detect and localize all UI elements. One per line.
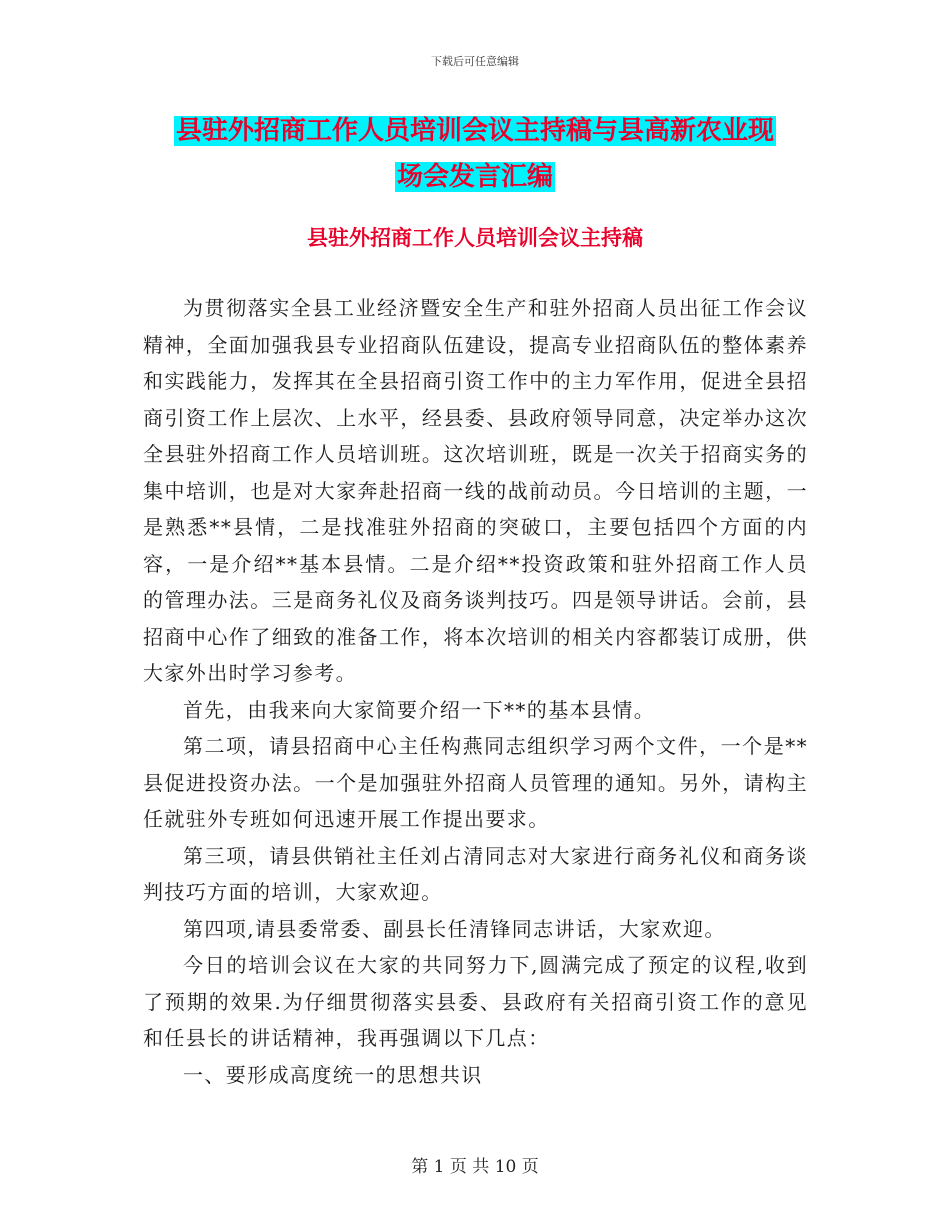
paragraph: 第三项，请县供销社主任刘占清同志对大家进行商务礼仪和商务谈判技巧方面的培训，大家欢迎。 — [143, 843, 808, 904]
paragraph: 首先，由我来向大家简要介绍一下**的基本县情。 — [183, 697, 656, 722]
document-title-line-1: 县驻外招商工作人员培训会议主持稿与县高新农业现 — [175, 116, 774, 146]
paragraph: 第四项,请县委常委、副县长任清锋同志讲话，大家欢迎。 — [183, 916, 726, 941]
page-number-footer: 第 1 页 共 10 页 — [411, 1157, 539, 1177]
document-title-line-2: 场会发言汇编 — [396, 162, 553, 192]
paragraph: 一、要形成高度统一的思想共识 — [183, 1062, 483, 1087]
paragraph: 今日的培训会议在大家的共同努力下,圆满完成了预定的议程,收到了预期的效果.为仔细贯彻落实县委、县政府有关招商引资工作的意见和任县长的讲话精神，我再强调以下几点： — [143, 953, 808, 1050]
header-note: 下载后可任意编辑 — [431, 55, 519, 68]
paragraph: 为贯彻落实全县工业经济暨安全生产和驻外招商人员出征工作会议精神，全面加强我县专业招商队伍建设，提高专业招商队伍的整体素养和实践能力，发挥其在全县招商引资工作中的主力军作用，促进全县招商引资工作上层次、上水平，经县委、县政府领导同意，决定举办这次全县驻外招商工作人员培训班。这次培训班，既是一次关于招商实务的集中培训，也是对大家奔赴招商一线的战前动员。今日培训的主题，一是熟悉**县情，二是找准驻外招商的突破口，主要包括四个方面的内容，一是介绍**基本县情。二是介绍**投资政策和驻外招商工作人员的管理办法。三是商务礼仪及商务谈判技巧。四是领导讲话。会前，县招商中心作了细致的准备工作，将本次培训的相关内容都装订成册，供大家外出时学习参考。 — [143, 296, 808, 685]
section-title: 县驻外招商工作人员培训会议主持稿 — [307, 226, 643, 250]
paragraph: 第二项，请县招商中心主任构燕同志组织学习两个文件，一个是**县促进投资办法。一个是加强驻外招商人员管理的通知。另外，请构主任就驻外专班如何迅速开展工作提出要求。 — [143, 734, 808, 831]
document-title — [140, 108, 810, 200]
body-text — [143, 290, 808, 1093]
